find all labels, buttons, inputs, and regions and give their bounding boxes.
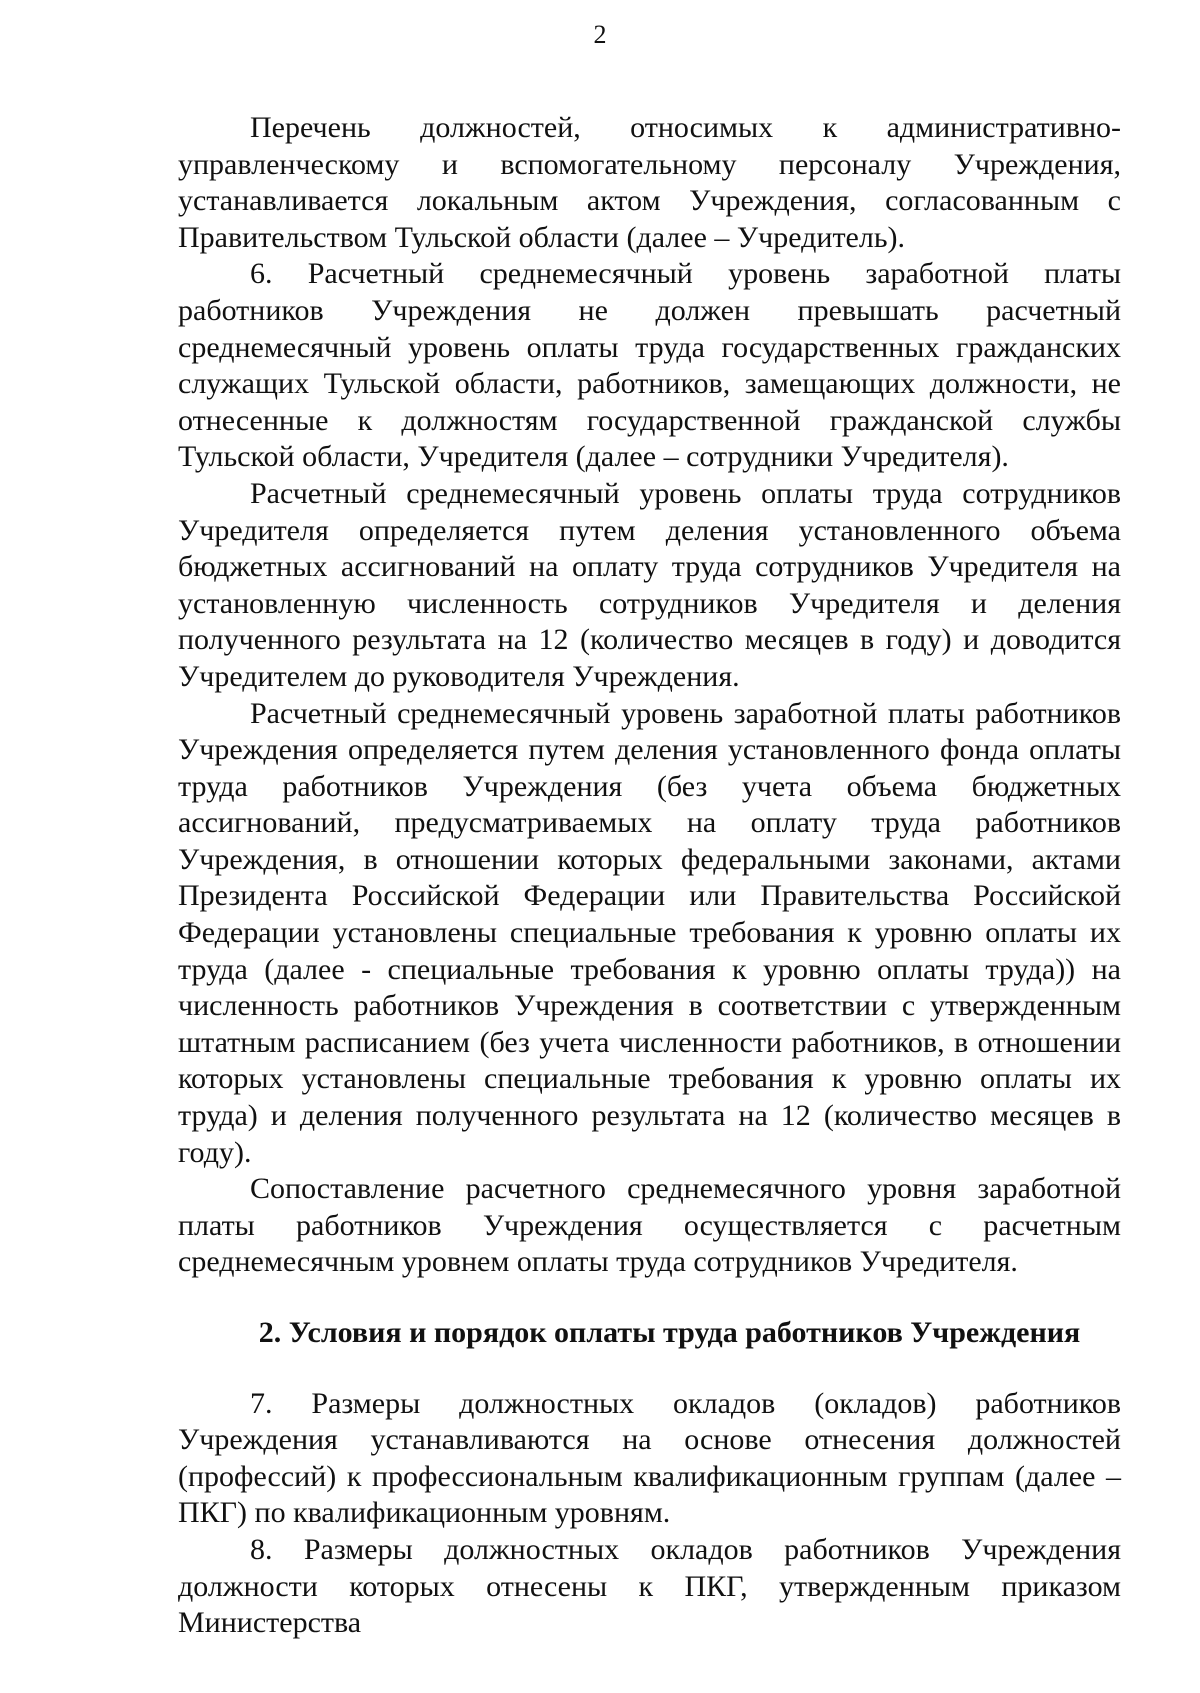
paragraph-7: 7. Размеры должностных окладов (окладов) работников Учреждения устанавливаются на основе отнесения должностей (профессий) к профессиональным квалификационным группам (далее – ПКГ) по квалификационным уровням. xyxy=(178,1386,1121,1530)
document-body xyxy=(178,110,1121,1642)
paragraph-positions-list: Перечень должностей, относимых к административно-управленческому и вспомогательному персоналу Учреждения, устанавливается локальным актом Учреждения, согласованным с Правительством Тульской области (далее – Учредитель). xyxy=(178,111,1121,254)
page-number: 2 xyxy=(593,20,607,49)
paragraph-institution-salary-level: Расчетный среднемесячный уровень заработной платы работников Учреждения определяется путем деления установленного фонда оплаты труда работников Учреждения (без учета объема бюджетных ассигнований, предусматриваемых на оплату труда работников Учреждения, в отношении которых федеральными законами, актами Президента Российской Федерации или Правительства Российской Федерации установлены специальные требования к уровню оплаты их труда (далее - специальные требования к уровню оплаты труда)) на численность работников Учреждения в соответствии с утвержденным штатным расписанием (без учета численности работников, в отношении которых установлены специальные требования к уровню оплаты их труда) и деления полученного результата на 12 (количество месяцев в году). xyxy=(178,696,1121,1169)
paragraph-6: 6. Расчетный среднемесячный уровень заработной платы работников Учреждения не должен превышать расчетный среднемесячный уровень оплаты труда государственных гражданских служащих Тульской области, работников, замещающих должности, не отнесенные к должностям государственной гражданской службы Тульской области, Учредителя (далее – сотрудники Учредителя). xyxy=(178,257,1121,474)
section-heading: 2. Условия и порядок оплаты труда работников Учреждения xyxy=(258,1316,1081,1349)
paragraph-comparison: Сопоставление расчетного среднемесячного уровня заработной платы работников Учреждения осуществляется с расчетным среднемесячным уровнем оплаты труда сотрудников Учредителя. xyxy=(178,1172,1121,1279)
paragraph-founder-salary-level: Расчетный среднемесячный уровень оплаты труда сотрудников Учредителя определяется путем деления установленного объема бюджетных ассигнований на оплату труда сотрудников Учредителя на установленную численность сотрудников Учредителя и деления полученного результата на 12 (количество месяцев в году) и доводится Учредителем до руководителя Учреждения. xyxy=(178,476,1121,693)
paragraph-8: 8. Размеры должностных окладов работников Учреждения должности которых отнесены к ПКГ, утвержденным приказом Министерства xyxy=(178,1532,1121,1640)
